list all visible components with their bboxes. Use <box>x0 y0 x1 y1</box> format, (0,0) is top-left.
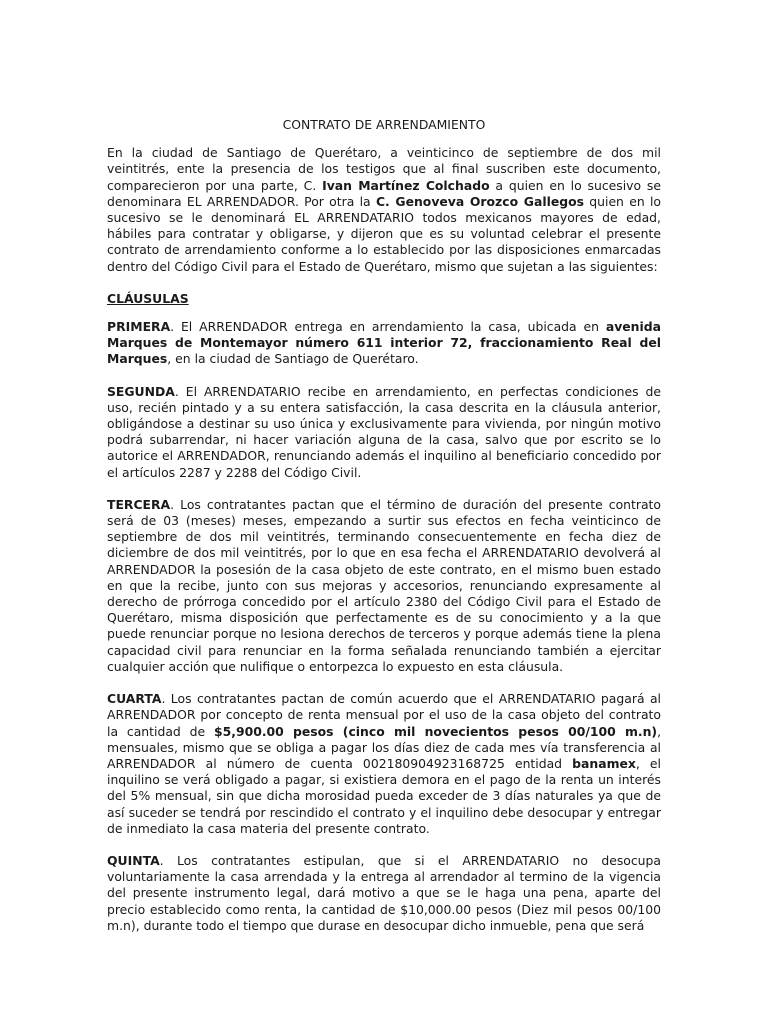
contract-body <box>107 117 661 950</box>
clause-tercera-text: . Los contratantes pactan que el término de duración del presente contrato será de 03 (meses) meses, empezando a surtir sus efectos en fecha veinticinco de septiembre de dos mil veintitrés, terminando consecuentemente en fecha diez de diciembre de dos mil veintitrés, por lo que en esa fecha el ARRENDATARIO devolverá al ARRENDADOR la posesión de la casa objeto de este contrato, en el mismo buen estado en que la recibe, junto con sus mejoras y accesorios, renunciando expresamente al derecho de prórroga concedido por el artículo 2380 del Código Civil para el Estado de Querétaro, misma disposición que perfectamente es de su conocimiento y a la que puede renunciar porque no lesiona derechos de terceros y porque además tiene la plena capacidad civil para renunciar en la forma señalada renunciando también a ejercitar cualquier acción que nulifique o entorpezca lo expuesto en esta cláusula. <box>107 496 661 674</box>
clause-cuarta-text-1: . Los contratantes pactan de común acuerdo que el ARRENDATARIO pagará al ARRENDADOR por concepto de renta mensual por el uso de la casa objeto del contrato la cantidad de <box>107 691 661 739</box>
clause-primera <box>107 319 661 368</box>
clause-segunda-text: . El ARRENDATARIO recibe en arrendamiento, en perfectas condiciones de uso, recién pintado y a su entera satisfacción, la casa descrita en la cláusula anterior, obligándose a destinar su uso única y exclusivamente para vivienda, por ningún motivo podrá subarrendar, ni hacer variación alguna de la casa, salvo que por escrito se lo autorice el ARRENDADOR, renunciando además el inquilino al beneficiario concedido por el artículos 2287 y 2288 del Código Civil. <box>107 383 661 480</box>
bank-name: banamex <box>572 755 636 771</box>
clause-quinta-name: QUINTA <box>107 852 160 868</box>
clause-quinta <box>107 853 661 934</box>
clause-cuarta-text-2: , mensuales, mismo que se obliga a pagar los días diez de cada mes vía transferencia al ARRENDADOR al número de cuenta 002180904923168725 entidad <box>107 723 662 771</box>
intro-text-2: a quien en lo sucesivo se denominara EL ARRENDADOR. Por otra la <box>107 177 661 209</box>
property-address: avenida Marques de Montemayor número 611 interior 72, fraccionamiento Real del Marques <box>107 319 661 367</box>
intro-paragraph <box>107 145 661 275</box>
document-title: CONTRATO DE ARRENDAMIENTO <box>282 117 486 132</box>
clausulas-heading: CLÁUSULAS <box>107 290 189 306</box>
clause-primera-text-1: . El ARRENDADOR entrega en arrendamiento la casa, ubicada en <box>170 319 606 335</box>
landlord-name: Ivan Martínez Colchado <box>322 177 490 193</box>
clause-tercera <box>107 497 661 675</box>
intro-text-1: En la ciudad de Santiago de Querétaro, a veinticinco de septiembre de dos mil veintitrés, ente la presencia de los testigos que al final suscriben este documento, comparecieron por una parte, C. <box>107 145 661 193</box>
clause-primera-text-2: , en la ciudad de Santiago de Querétaro. <box>167 351 419 367</box>
clause-cuarta-name: CUARTA <box>107 691 162 707</box>
clause-cuarta-text-3: , el inquilino se verá obligado a pagar, si existiera demora en el pago de la renta un interés del 5% mensual, sin que dicha morosidad pueda exceder de 3 días naturales ya que de así suceder se tendrá por rescindido el contrato y el inquilino debe desocupar y entregar de inmediato la casa materia del presente contrato. <box>107 755 661 836</box>
intro-text-3: quien en lo sucesivo se le denominará EL ARRENDATARIO todos mexicanos mayores de edad, hábiles para contratar y obligarse, y dijeron que es su voluntad celebrar el presente contrato de arrendamiento conforme a lo establecido por las disposiciones enmarcadas dentro del Código Civil para el Estado de Querétaro, mismo que sujetan a las siguientes: <box>107 193 662 274</box>
tenant-name: C. Genoveva Orozco Gallegos <box>375 193 584 209</box>
rent-amount: $5,900.00 pesos (cinco mil novecientos pesos 00/100 m.n) <box>214 723 658 739</box>
clause-segunda <box>107 384 661 481</box>
clause-quinta-text: . Los contratantes estipulan, que si el ARRENDATARIO no desocupa voluntariamente la casa arrendada y la entrega al arrendador al termino de la vigencia del presente instrumento legal, dará motivo a que se le haga una pena, aparte del precio establecido como renta, la cantidad de $10,000.00 pesos (Diez mil pesos 00/100 m.n), durante todo el tiempo que durase en desocupar dicho inmueble, pena que será <box>107 852 661 933</box>
clause-segunda-name: SEGUNDA <box>107 383 175 399</box>
clause-tercera-name: TERCERA <box>107 496 171 512</box>
clause-cuarta <box>107 691 661 837</box>
clause-primera-name: PRIMERA <box>107 319 171 335</box>
